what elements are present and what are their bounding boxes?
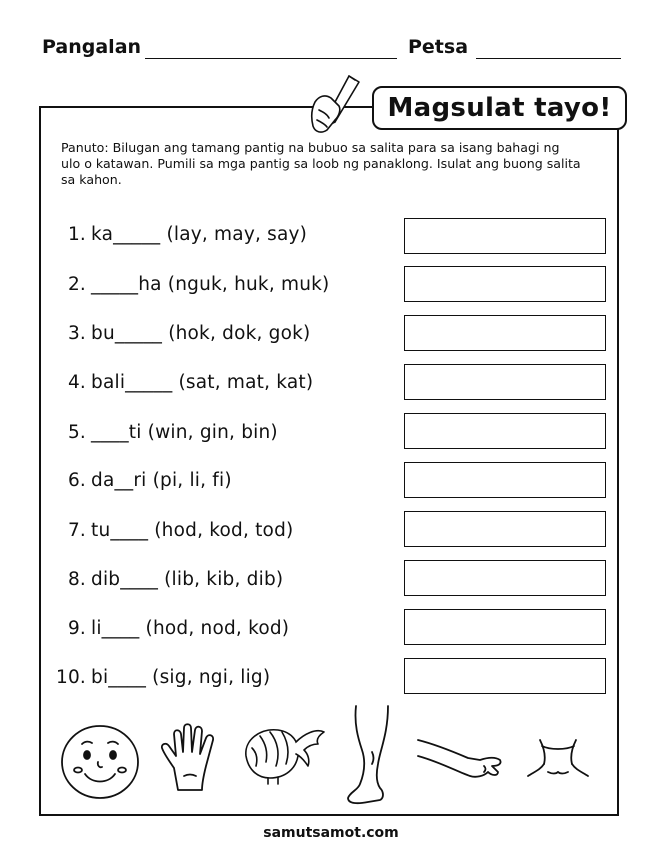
date-label: Petsa	[408, 36, 469, 58]
item-4	[48, 372, 313, 393]
answer-box-6[interactable]	[404, 462, 606, 498]
item-3	[48, 323, 310, 344]
face-icon	[58, 722, 142, 802]
item-number: 10.	[55, 667, 86, 688]
item-text: dib____ (lib, kib, dib)	[91, 569, 284, 590]
item-text: bu_____ (hok, dok, gok)	[91, 323, 311, 344]
neck-icon	[526, 736, 590, 784]
answer-box-1[interactable]	[404, 218, 606, 254]
answer-box-4[interactable]	[404, 364, 606, 400]
item-number: 5.	[67, 422, 86, 443]
worksheet-title: Magsulat tayo!	[372, 86, 627, 130]
item-text: ka_____ (lay, may, say)	[91, 224, 308, 245]
leg-icon	[344, 704, 400, 808]
hand-icon	[158, 720, 228, 794]
item-number: 2.	[67, 274, 86, 295]
item-1	[48, 224, 307, 245]
answer-box-2[interactable]	[404, 266, 606, 302]
name-label: Pangalan	[42, 36, 142, 58]
item-text: da__ri (pi, li, fi)	[91, 470, 232, 491]
item-8	[48, 569, 283, 590]
item-6	[48, 470, 232, 491]
arm-icon	[414, 732, 506, 788]
footer-website: samutsamot.com	[263, 825, 399, 841]
item-text: bi____ (sig, ngi, lig)	[91, 667, 271, 688]
item-number: 9.	[67, 618, 86, 639]
writing-hand-icon	[305, 70, 375, 140]
answer-box-8[interactable]	[404, 560, 606, 596]
answer-box-3[interactable]	[404, 315, 606, 351]
answer-box-10[interactable]	[404, 658, 606, 694]
item-7	[48, 520, 293, 541]
answer-box-7[interactable]	[404, 511, 606, 547]
hair-icon	[238, 722, 330, 786]
item-number: 3.	[67, 323, 86, 344]
item-9	[48, 618, 289, 639]
item-text: tu____ (hod, kod, tod)	[91, 520, 294, 541]
item-text: bali_____ (sat, mat, kat)	[91, 372, 314, 393]
item-number: 8.	[67, 569, 86, 590]
worksheet-frame	[39, 106, 619, 816]
answer-box-5[interactable]	[404, 413, 606, 449]
answer-box-9[interactable]	[404, 609, 606, 645]
item-text: _____ha (nguk, huk, muk)	[91, 274, 330, 295]
item-number: 7.	[67, 520, 86, 541]
item-number: 6.	[67, 470, 86, 491]
item-number: 1.	[67, 224, 86, 245]
item-text: li____ (hod, nod, kod)	[91, 618, 290, 639]
item-2	[48, 274, 329, 295]
item-5	[48, 422, 278, 443]
name-field-line[interactable]	[145, 58, 397, 59]
item-text: ____ti (win, gin, bin)	[91, 422, 278, 443]
date-field-line[interactable]	[476, 58, 621, 59]
instructions-text: Panuto: Bilugan ang tamang pantig na bubuo sa salita para sa isang bahagi ng ulo o katawan. Pumili sa mga pantig sa loob ng panaklong. Isulat ang buong salita sa kahon.	[61, 140, 581, 187]
item-10	[48, 667, 270, 688]
item-number: 4.	[67, 372, 86, 393]
